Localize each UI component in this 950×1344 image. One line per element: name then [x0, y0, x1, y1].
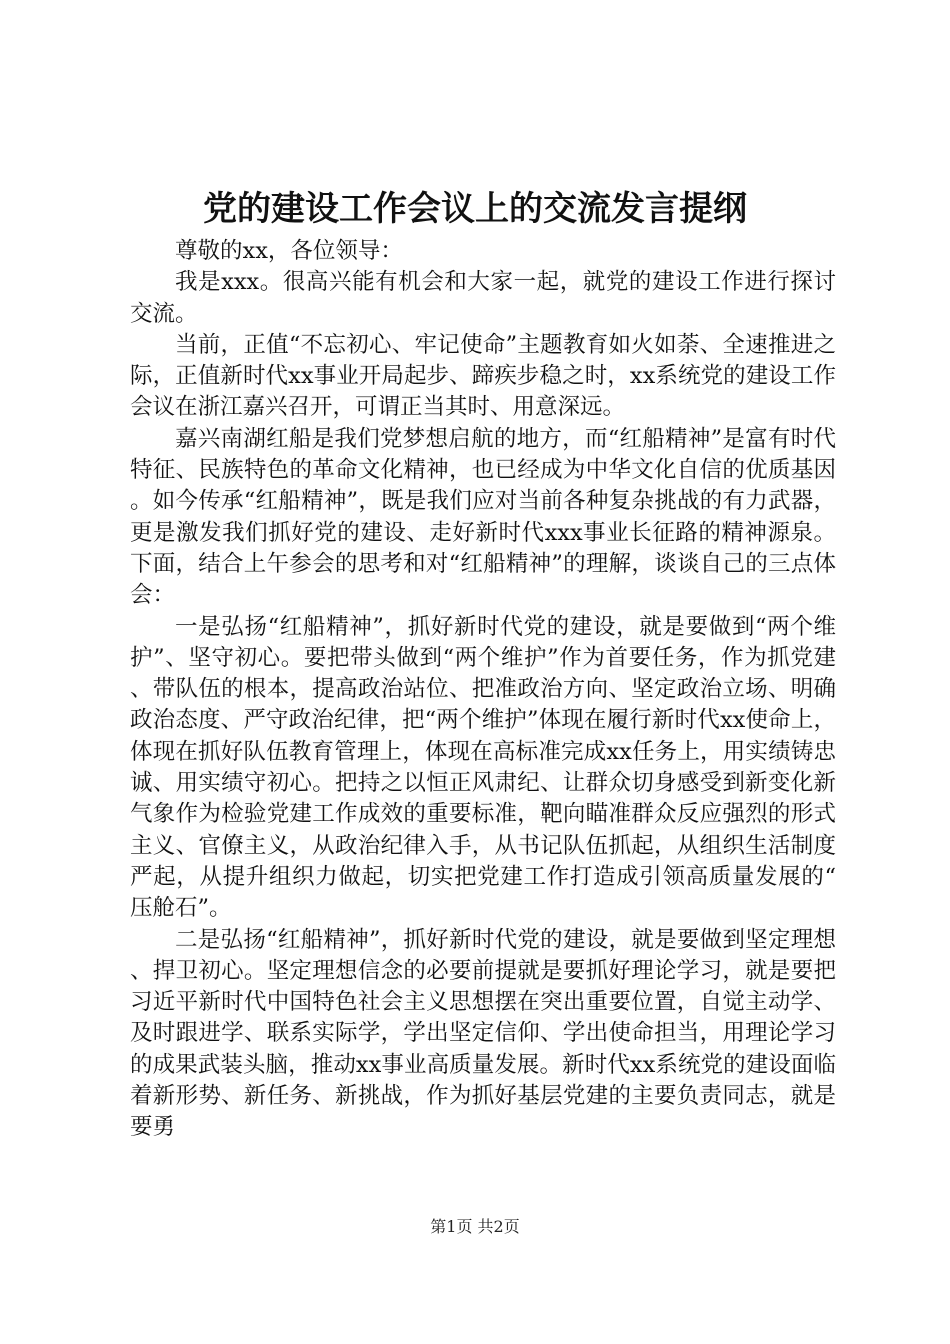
context-paragraph: 当前，正值“不忘初心、牢记使命”主题教育如火如荼、全速推进之际，正值新时代xx事业开局起步、蹄疾步稳之时，xx系统党的建设工作会议在浙江嘉兴召开，可谓正当其时、用意深远。 — [130, 331, 836, 421]
point-one-paragraph: 一是弘扬“红船精神”，抓好新时代党的建设，就是要做到“两个维护”、坚守初心。要把带头做到“两个维护”作为首要任务，作为抓党建、带队伍的根本，提高政治站位、把准政治方向、坚定政治立场、明确政治态度、严守政治纪律，把“两个维护”体现在履行新时代xx使命上，体现在抓好队伍教育管理上，体现在高标准完成xx任务上，用实绩铸忠诚、用实绩守初心。把持之以恒正风肃纪、让群众切身感受到新变化新气象作为检验党建工作成效的重要标准，靶向瞄准群众反应强烈的形式主义、官僚主义，从政治纪律入手，从书记队伍抓起，从组织生活制度严起，从提升组织力做起，切实把党建工作打造成引领高质量发展的“压舱石”。 — [130, 613, 836, 922]
salutation-paragraph: 尊敬的xx，各位领导： — [175, 238, 403, 264]
intro-paragraph: 我是xxx。很高兴能有机会和大家一起，就党的建设工作进行探讨交流。 — [130, 269, 836, 327]
point-two-paragraph: 二是弘扬“红船精神”，抓好新时代党的建设，就是要做到坚定理想、捍卫初心。坚定理想信念的必要前提就是要抓好理论学习，就是要把习近平新时代中国特色社会主义思想摆在突出重要位置，自觉主动学、及时跟进学、联系实际学，学出坚定信仰、学出使命担当，用理论学习的成果武装头脑，推动xx事业高质量发展。新时代xx系统党的建设面临着新形势、新任务、新挑战，作为抓好基层党建的主要负责同志，就是要勇 — [130, 926, 836, 1141]
document-title: 党的建设工作会议上的交流发言提纲 — [203, 189, 747, 229]
red-boat-paragraph: 嘉兴南湖红船是我们党梦想启航的地方，而“红船精神”是富有时代特征、民族特色的革命文化精神，也已经成为中华文化自信的优质基因。如今传承“红船精神”，既是我们应对当前各种复杂挑战的有力武器，更是激发我们抓好党的建设、走好新时代xxx事业长征路的精神源泉。下面，结合上午参会的思考和对“红船精神”的理解，谈谈自己的三点体会： — [130, 425, 836, 609]
page-footer: 第1页 共2页 — [430, 1217, 520, 1236]
document-body — [130, 236, 836, 1144]
